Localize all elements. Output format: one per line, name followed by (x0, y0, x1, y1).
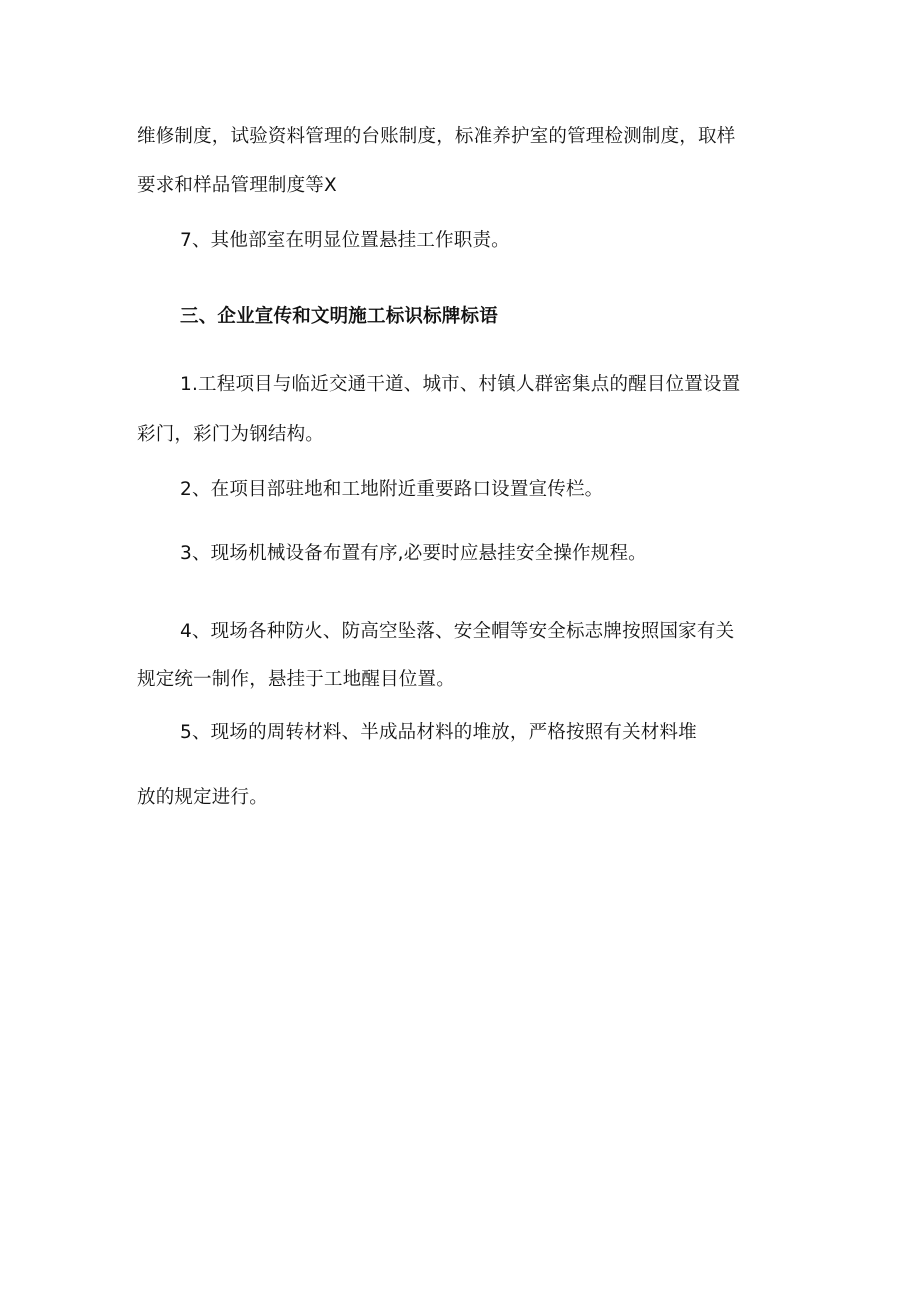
paragraph-repair-line-1: 维修制度，试验资料管理的台账制度，标准养护室的管理检测制度，取样 (137, 126, 736, 147)
item-1-line-1: 1.工程项目与临近交通干道、城市、村镇人群密集点的醒目位置设置 (180, 374, 741, 395)
paragraph-repair-line-2: 要求和样品管理制度等Ⅹ (137, 175, 337, 196)
item-5-line-2: 放的规定进行。 (137, 787, 268, 808)
item-3-text: 3、现场机械设备布置有序,必要时应悬挂安全操作规程。 (180, 543, 647, 564)
item-4-line-1: 4、现场各种防火、防高空坠落、安全帽等安全标志牌按照国家有关 (180, 621, 735, 642)
item-7-text: 7、其他部室在明显位置悬挂工作职责。 (180, 230, 510, 251)
section-3-heading: 三、企业宣传和文明施工标识标牌标语 (180, 306, 498, 327)
item-1-line-2: 彩门，彩门为钢结构。 (137, 424, 325, 445)
item-5-line-1: 5、现场的周转材料、半成品材料的堆放，严格按照有关材料堆 (180, 722, 697, 743)
item-4-line-2: 规定统一制作，悬挂于工地醒目位置。 (137, 669, 455, 690)
item-2-text: 2、在项目部驻地和工地附近重要路口设置宣传栏。 (180, 479, 604, 500)
